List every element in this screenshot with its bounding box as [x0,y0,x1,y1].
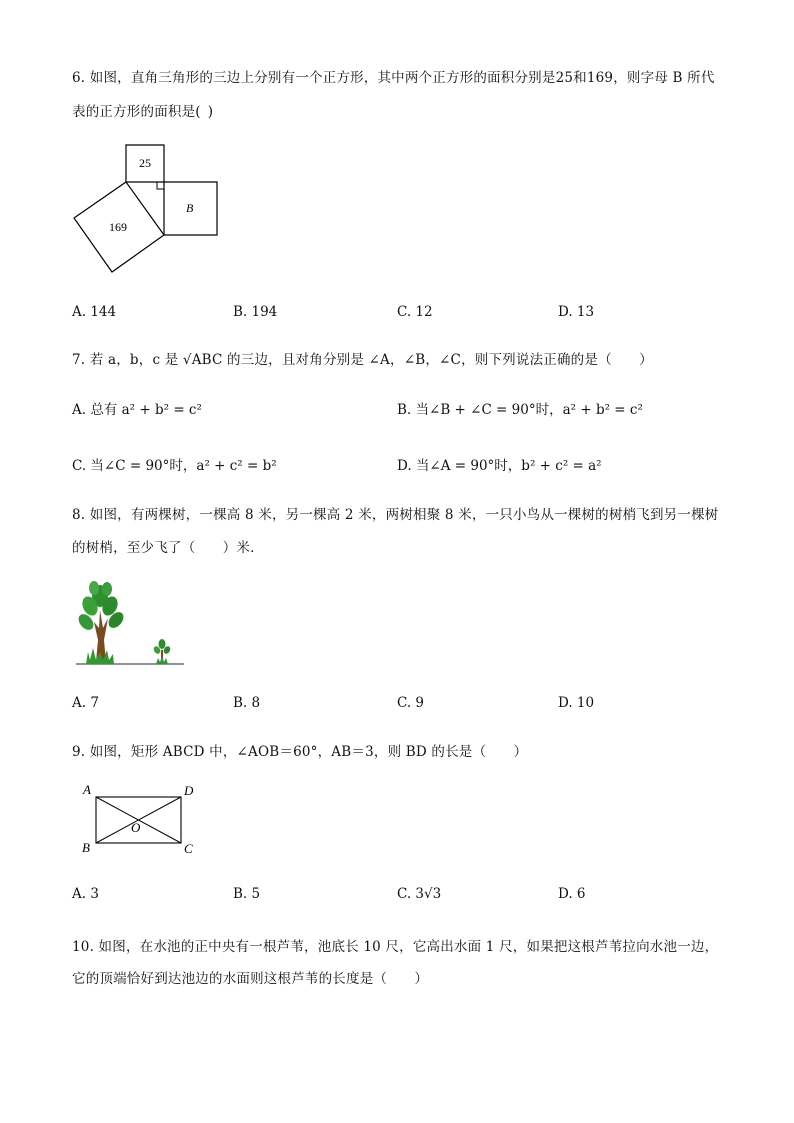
q9-option-d: D. 6 [558,886,586,902]
q8-option-c: C. 9 [397,695,425,711]
q9-option-a: A. 3 [72,886,99,902]
q8-figure [70,575,190,670]
q6-right-angle-mark [157,182,164,189]
q6-label-169: 169 [109,220,127,234]
q6-figure [60,135,240,285]
q8-tall-tree [76,581,127,664]
q7-option-b: B. 当∠B + ∠C = 90°时，a² + b² = c² [397,402,643,418]
q9-figure [75,780,205,860]
q6-label-b: B [186,201,194,215]
q7-stem: 7. 若 a，b，c 是 √ABC 的三边，且对角分别是 ∠A，∠B，∠C，则下列说法正确的是（ ） [72,352,653,368]
q6-stem-line1: 6. 如图，直角三角形的三边上分别有一个正方形，其中两个正方形的面积分别是25和169，则字母 B 所代 [72,70,715,86]
q6-label-25: 25 [139,156,151,170]
q9-label-a: A [83,782,91,797]
q8-option-d: D. 10 [558,695,595,711]
q10-stem-line1: 10. 如图，在水池的正中央有一根芦苇，池底长 10 尺，它高出水面 1 尺，如果把这根芦苇拉向水池一边， [72,939,719,955]
q8-small-tree [152,639,171,664]
q9-stem: 9. 如图，矩形 ABCD 中，∠AOB＝60°，AB＝3，则 BD 的长是（ ） [72,744,528,760]
q7-option-d: D. 当∠A = 90°时，b² + c² = a² [397,458,602,474]
q9-option-b: B. 5 [233,886,261,902]
q8-option-b: B. 8 [233,695,261,711]
q6-option-a: A. 144 [72,304,117,320]
q10-stem-line2: 它的顶端恰好到达池边的水面则这根芦苇的长度是（ ） [72,971,429,987]
q7-option-a: A. 总有 a² + b² = c² [72,402,202,418]
q9-option-c: C. 3√3 [397,886,442,902]
q8-stem-line1: 8. 如图，有两棵树，一棵高 8 米，另一棵高 2 米，两树相聚 8 米，一只小鸟从一棵树的树梢飞到另一棵树 [72,507,719,523]
q6-option-c: C. 12 [397,304,433,320]
q6-option-b: B. 194 [233,304,278,320]
q9-label-o: O [131,820,141,835]
q9-label-c: C [184,841,193,856]
q8-stem-line2: 的树梢，至少飞了（ ）米． [72,540,264,556]
q6-option-d: D. 13 [558,304,595,320]
q8-option-a: A. 7 [72,695,99,711]
q7-option-c: C. 当∠C = 90°时，a² + c² = b² [72,458,277,474]
q6-stem-line2: 表的正方形的面积是( ) [72,104,214,120]
q9-label-d: D [184,783,194,798]
q9-label-b: B [82,840,90,855]
